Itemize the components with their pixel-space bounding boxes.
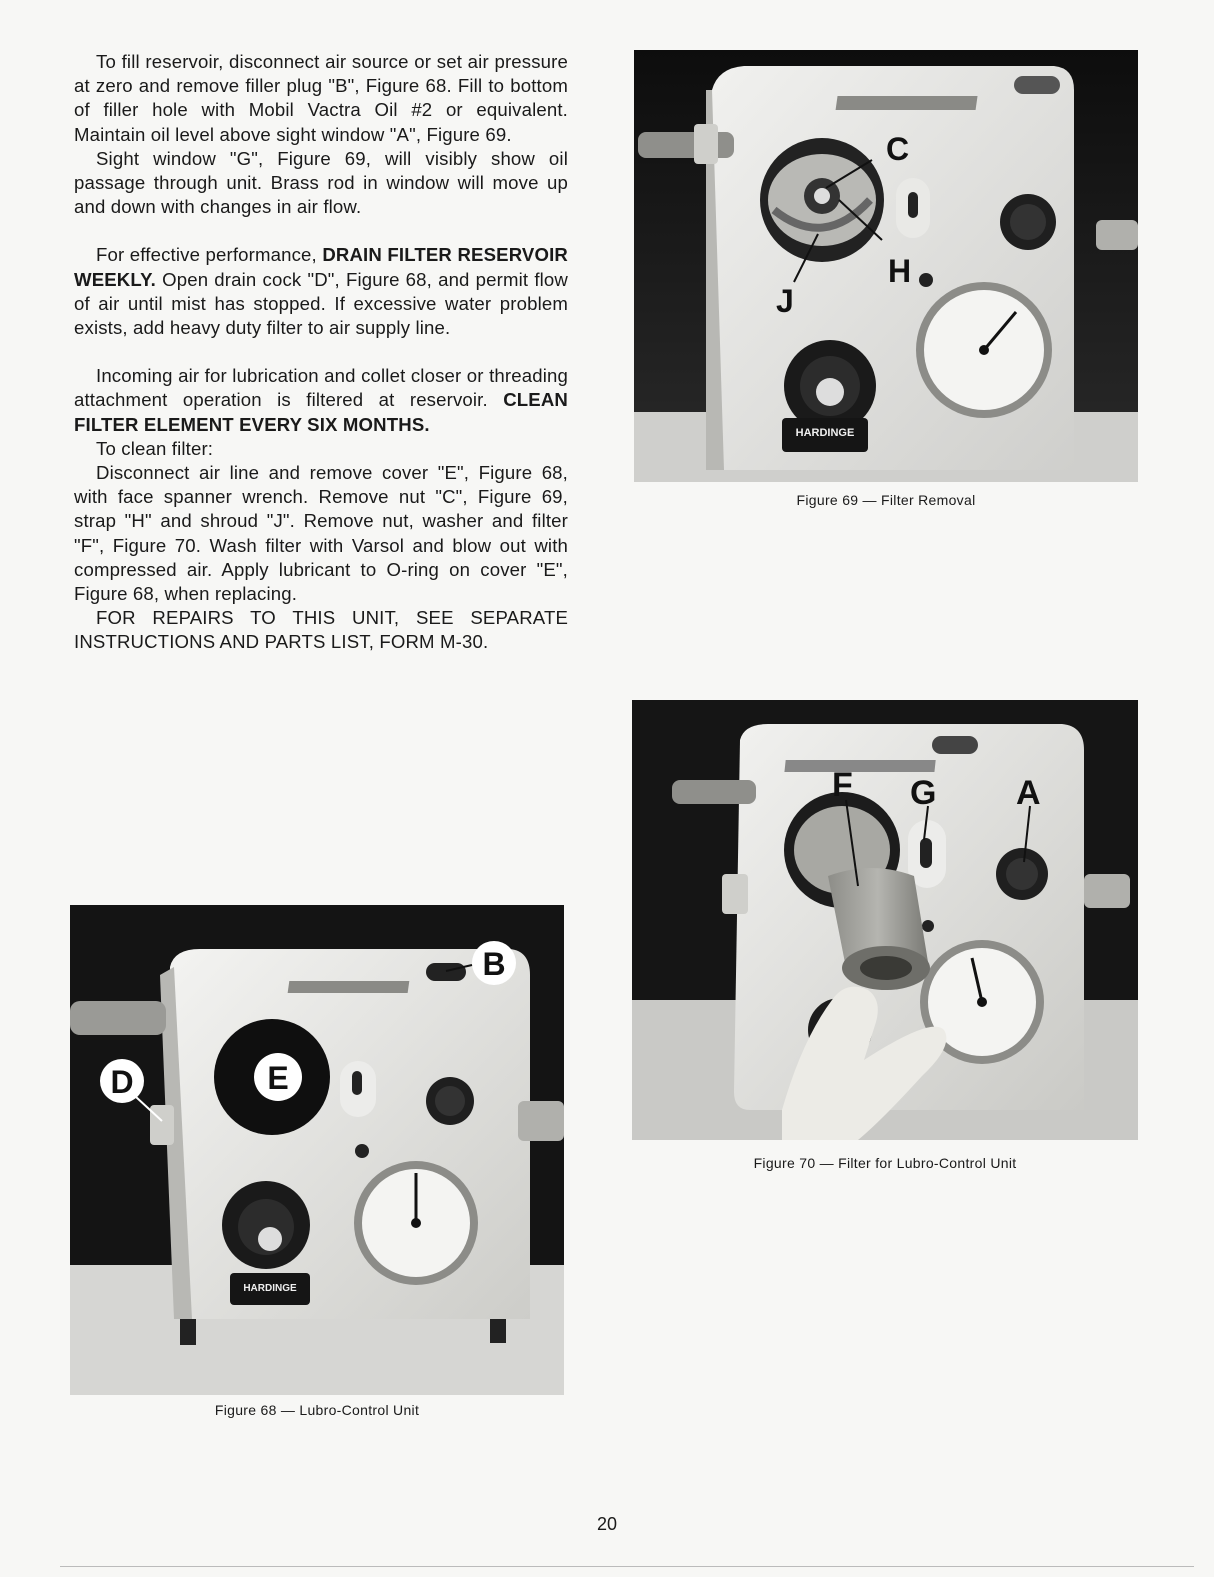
callout-e: E <box>267 1060 289 1096</box>
paragraph-sight-window: Sight window "G", Figure 69, will visibly show oil passage through unit. Brass rod in window will move up and down with changes in air flow. <box>74 147 568 218</box>
figure-68-caption: Figure 68 — Lubro-Control Unit <box>214 1402 420 1418</box>
paragraph-clean-procedure: Disconnect air line and remove cover "E", Figure 68, with face spanner wrench. Remove nut "C", Figure 69, strap "H" and shroud "J". Remove nut, washer and filter "F", Figure 70. Wash filter with Varsol and blow out with compressed air. Apply lubricant to O-ring on cover "E", Figure 68, when replacing. <box>74 462 568 605</box>
body-text-column <box>74 50 568 655</box>
paragraph-incoming-air: Incoming air for lubrication and collet closer or threading attachment operation is filtered at reservoir. CLEAN FILTER ELEMENT EVERY SIX MONTHS. <box>74 365 568 435</box>
paragraph-to-clean-filter: To clean filter: <box>96 437 214 459</box>
callout-h: H <box>888 253 912 289</box>
bottom-rule <box>60 1566 1194 1567</box>
paragraph-drain-filter: For effective performance, DRAIN FILTER RESERVOIR WEEKLY. Open drain cock "D", Figure 68, and permit flow of air until mist has stopped. If excessive water problem exists, add heavy duty filter to air supply line. <box>74 244 568 339</box>
callout-b: B <box>482 946 506 982</box>
callout-c: C <box>886 131 910 167</box>
callout-g: G <box>910 774 937 812</box>
clean-filter-warning: CLEAN FILTER ELEMENT EVERY SIX MONTHS. <box>74 389 568 435</box>
paragraph-repairs-note: FOR REPAIRS TO THIS UNIT, SEE SEPARATE INSTRUCTIONS AND PARTS LIST, FORM M-30. <box>74 607 568 653</box>
callout-f: F <box>832 766 853 804</box>
figure-70-photo <box>632 700 1138 1140</box>
figure-70-caption: Figure 70 — Filter for Lubro-Control Unit <box>753 1155 1017 1171</box>
callout-d: D <box>110 1064 134 1100</box>
figure-68-photo <box>70 905 564 1395</box>
callout-j: J <box>776 283 794 319</box>
figure-69-caption: Figure 69 — Filter Removal <box>796 492 976 508</box>
callout-a: A <box>1016 774 1041 812</box>
hardinge-plate-68: HARDINGE <box>243 1283 297 1294</box>
paragraph-fill-reservoir: To fill reservoir, disconnect air source or set air pressure at zero and remove filler plug "B", Figure 68. Fill to bottom of filler hole with Mobil Vactra Oil #2 or equivalent. Maintain oil level above sight window "A", Figure 69. <box>74 51 568 145</box>
figure-69-photo <box>634 50 1138 482</box>
page-number: 20 <box>596 1514 618 1534</box>
drain-filter-warning: DRAIN FILTER RESERVOIR WEEKLY. <box>74 244 568 290</box>
hardinge-plate-69: HARDINGE <box>795 427 855 439</box>
